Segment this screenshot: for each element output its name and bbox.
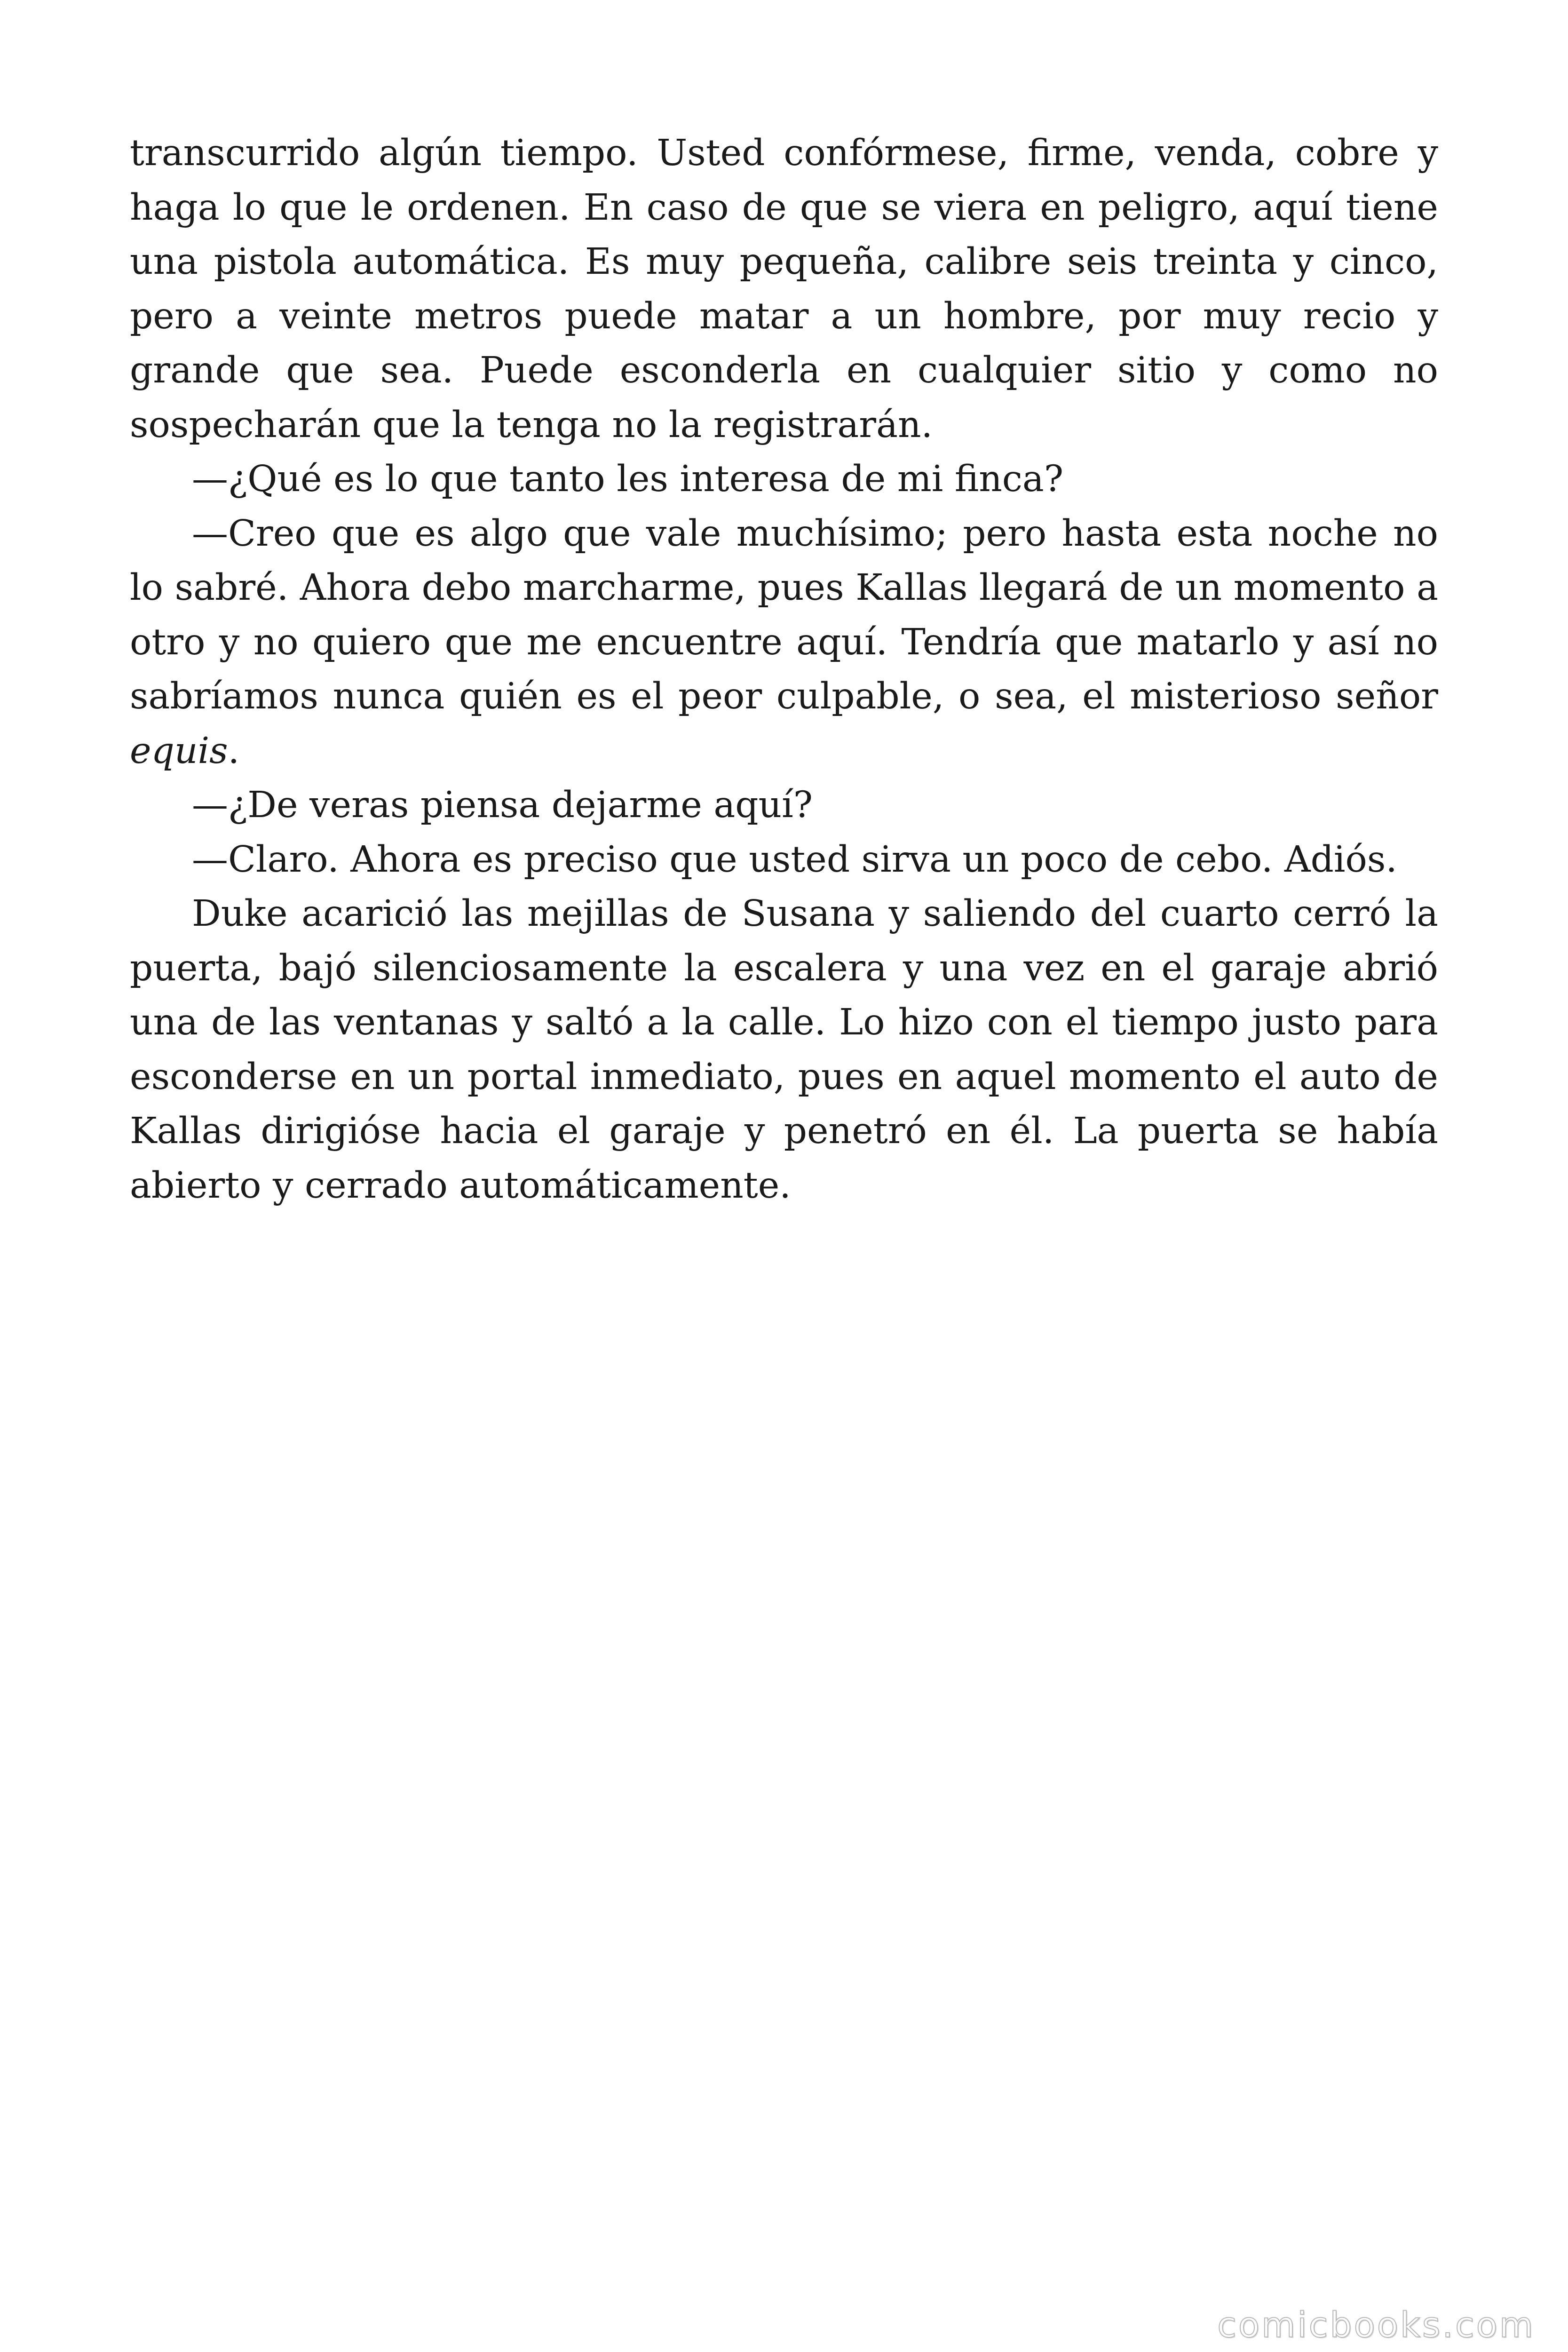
dialogue-paragraph-answer	[130, 507, 1438, 779]
answer-text: —Creo que es algo que vale muchísimo; pero hasta esta noche no lo sabré. Ahora debo marcharme, pues Kallas llegará de un momento a otro y no quiero que me encuentre aquí. Tendría que matarlo y así no sabríamos nunca quién es el peor culpable, o sea, el misterioso señor	[130, 512, 1438, 717]
body-text	[130, 126, 1438, 1213]
narrative-paragraph: Duke acarició las mejillas de Susana y saliendo del cuarto cerró la puerta, bajó silenciosamente la escalera y una vez en el garaje abrió una de las ventanas y saltó a la calle. Lo hizo con el tiempo justo para esconderse en un portal inmediato, pues en aquel momento el auto de Kallas dirigióse hacia el garaje y penetró en él. La puerta se había abierto y cerrado automáticamente.	[130, 893, 1438, 1207]
paragraph-continuation: transcurrido algún tiempo. Usted confórmese, firme, venda, cobre y haga lo que le ordenen. En caso de que se viera en peligro, aquí tiene una pistola automática. Es muy pequeña, calibre seis treinta y cinco, pero a veinte metros puede matar a un hombre, por muy recio y grande que sea. Puede esconderla en cualquier sitio y como no sospecharán que la tenga no la registrarán.	[130, 132, 1438, 446]
dialogue-paragraph-answer-2: —Claro. Ahora es preciso que usted sirva un poco de cebo. Adiós.	[192, 838, 1397, 881]
italic-word: equis	[130, 730, 228, 772]
answer-text-end: .	[228, 730, 240, 772]
watermark-logo: comicbooks.com	[1217, 2305, 1535, 2345]
dialogue-paragraph-question: —¿Qué es lo que tanto les interesa de mi finca?	[192, 458, 1064, 500]
dialogue-paragraph-question-2: —¿De veras piensa dejarme aquí?	[192, 784, 813, 826]
